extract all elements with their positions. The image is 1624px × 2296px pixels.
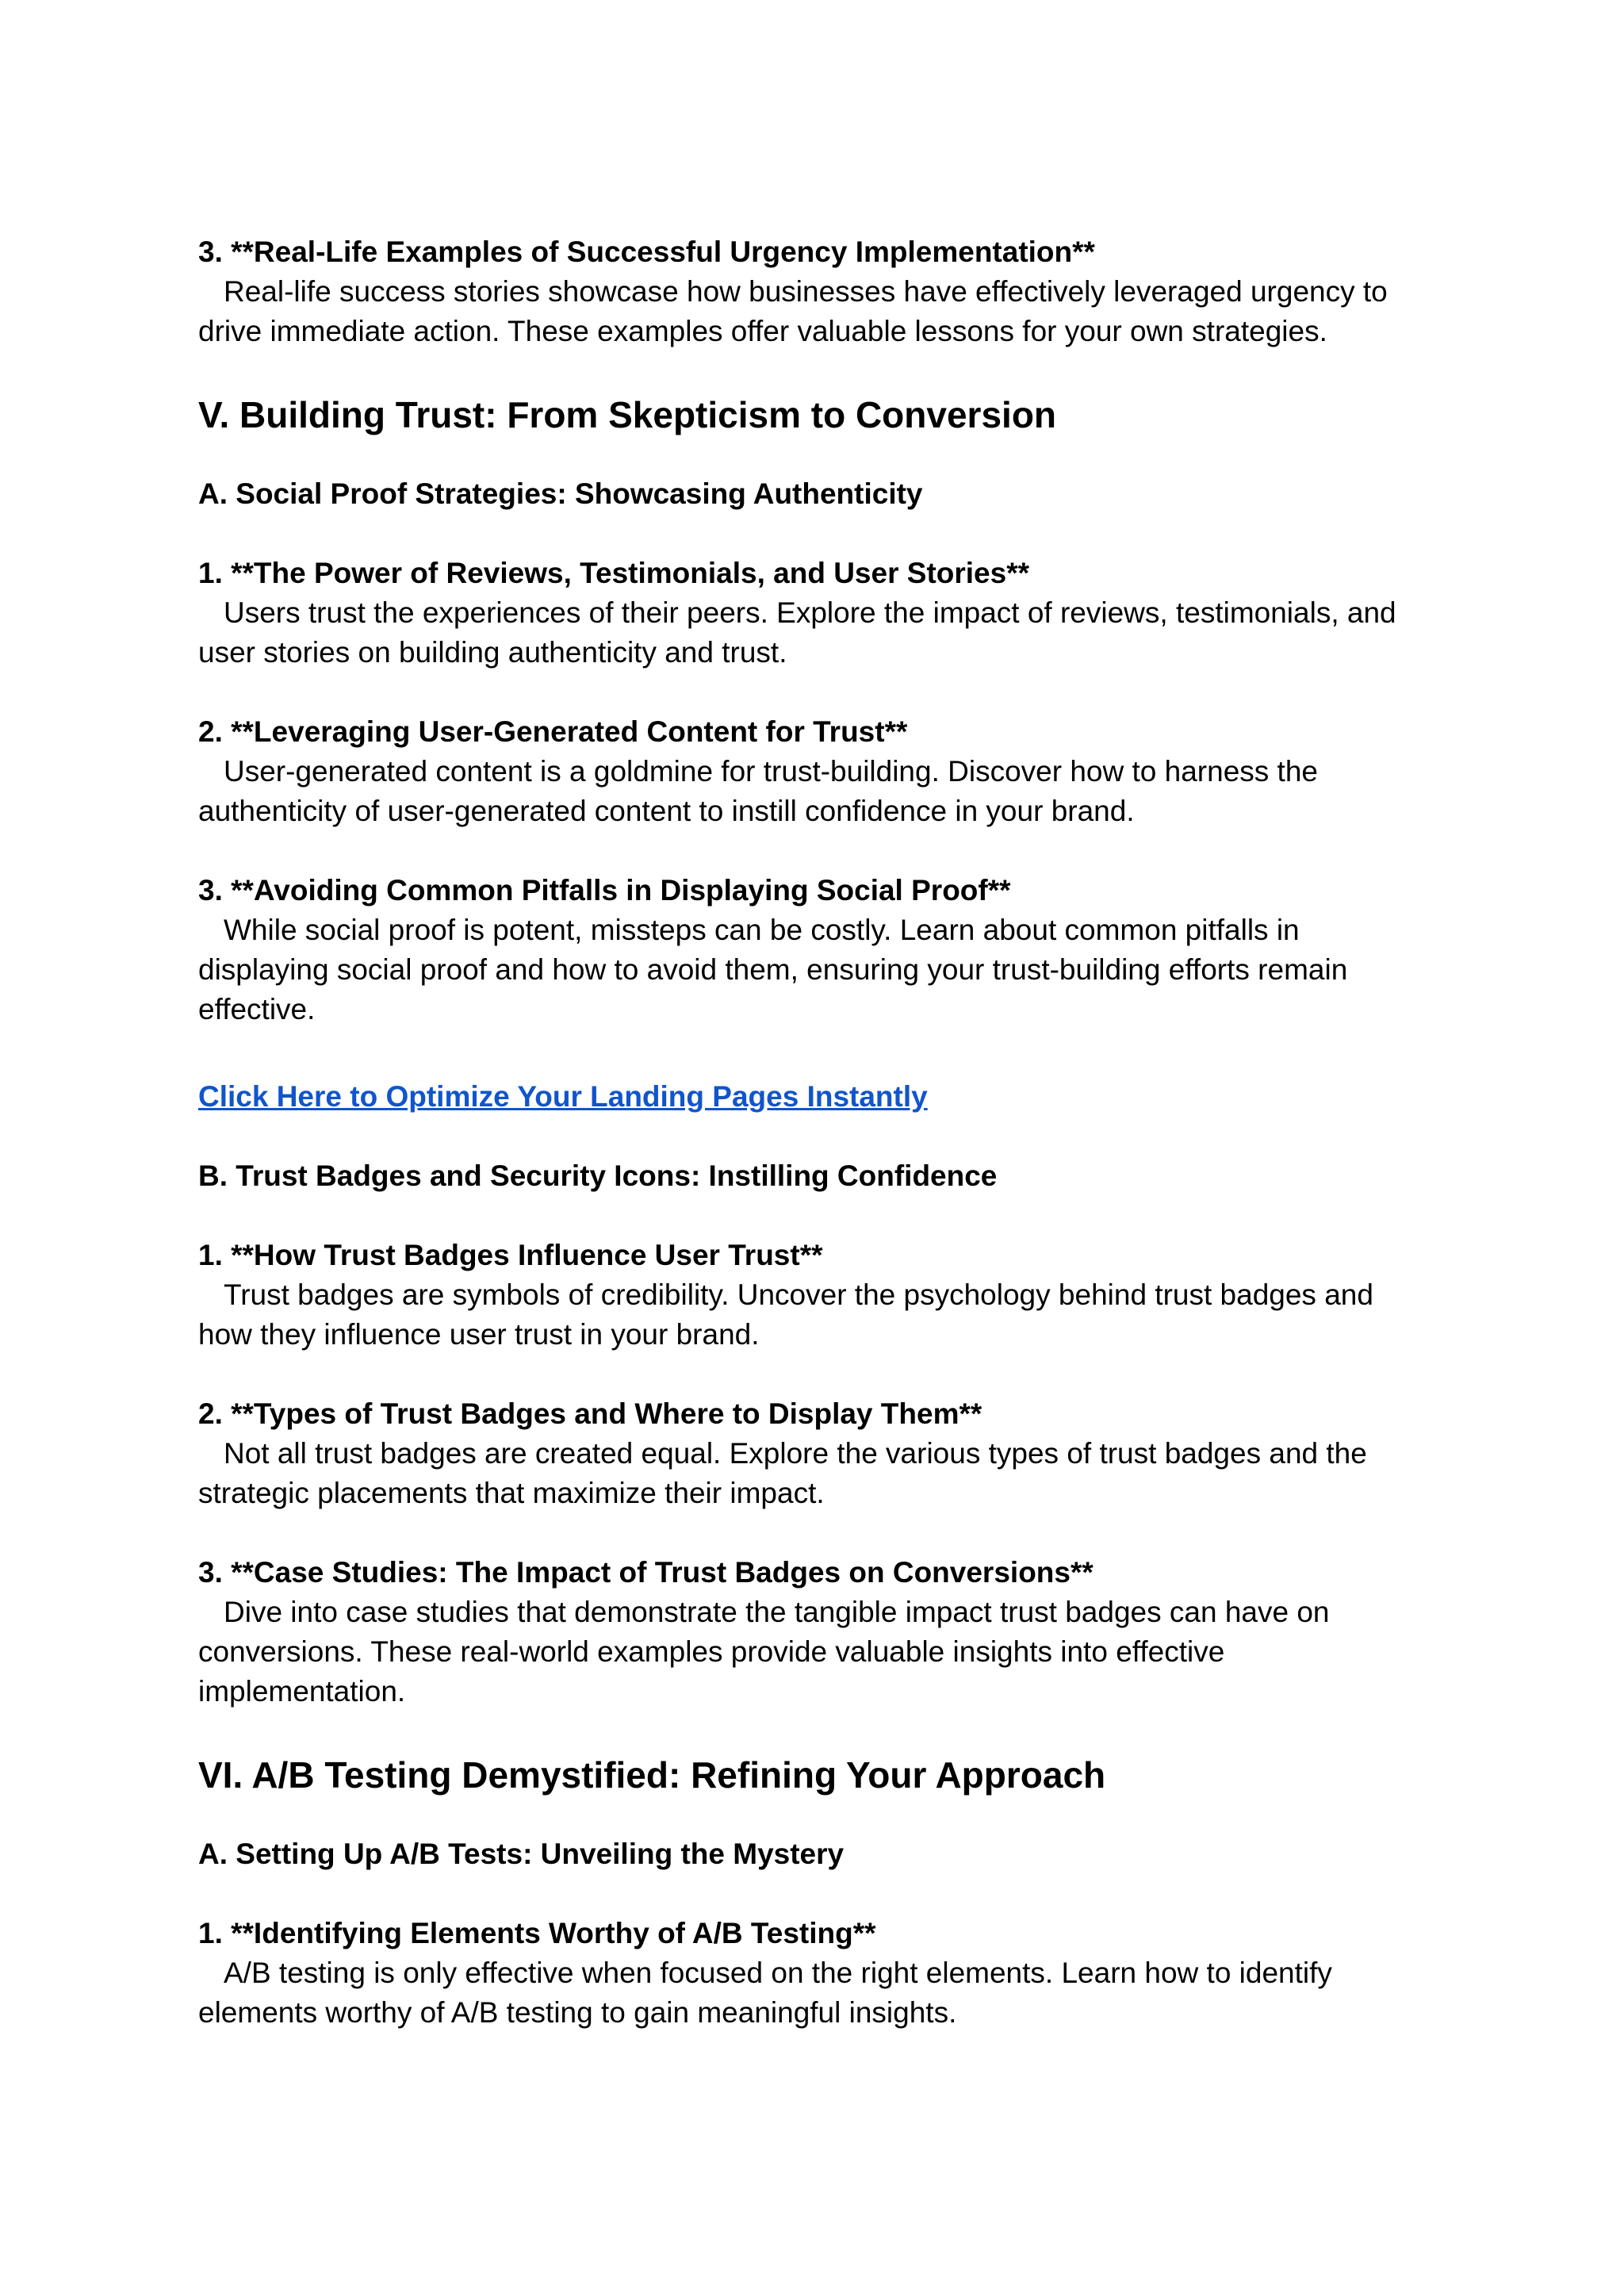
section-body-identifying-elements: A/B testing is only effective when focused on the right elements. Learn how to identify elements worthy of A/B testing to gain meaningful insights. xyxy=(198,1957,1332,2029)
section-title-user-generated-content: 2. **Leveraging User-Generated Content for Trust** xyxy=(198,715,908,748)
section-body-real-life-examples: Real-life success stories showcase how businesses have effectively leveraged urgency to drive immediate action. These examples offer valuable lessons for your own strategies. xyxy=(198,275,1388,347)
heading-building-trust: V. Building Trust: From Skepticism to Conversion xyxy=(198,394,1057,435)
heading-setting-up-ab-tests: A. Setting Up A/B Tests: Unveiling the Mystery xyxy=(198,1838,845,1870)
section-body-trust-badges-influence: Trust badges are symbols of credibility. Uncover the psychology behind trust badges and how they influence user trust in your brand. xyxy=(198,1278,1373,1351)
heading-social-proof-strategies: A. Social Proof Strategies: Showcasing Authenticity xyxy=(198,477,923,510)
section-title-types-of-badges: 2. **Types of Trust Badges and Where to Display Them** xyxy=(198,1397,982,1430)
section-body-types-of-badges: Not all trust badges are created equal. Explore the various types of trust badges and the strategic placements that maximize their impact. xyxy=(198,1437,1367,1509)
section-body-case-studies: Dive into case studies that demonstrate the tangible impact trust badges can have on conversions. These real-world examples provide valuable insights into effective implementation. xyxy=(198,1596,1330,1708)
section-title-reviews-testimonials: 1. **The Power of Reviews, Testimonials, and User Stories** xyxy=(198,557,1029,589)
section-body-user-generated-content: User-generated content is a goldmine for trust-building. Discover how to harness the authenticity of user-generated content to instill confidence in your brand. xyxy=(198,755,1318,827)
section-title-identifying-elements: 1. **Identifying Elements Worthy of A/B Testing** xyxy=(198,1917,876,1949)
section-body-avoiding-pitfalls: While social proof is potent, missteps can be costly. Learn about common pitfalls in displaying social proof and how to avoid them, ensuring your trust-building efforts remain effective. xyxy=(198,914,1348,1025)
section-title-avoiding-pitfalls: 3. **Avoiding Common Pitfalls in Displaying Social Proof** xyxy=(198,874,1011,907)
heading-trust-badges: B. Trust Badges and Security Icons: Instilling Confidence xyxy=(198,1159,998,1192)
heading-ab-testing: VI. A/B Testing Demystified: Refining Your Approach xyxy=(198,1754,1106,1796)
section-title-case-studies: 3. **Case Studies: The Impact of Trust Badges on Conversions** xyxy=(198,1556,1094,1589)
section-title-real-life-examples: 3. **Real-Life Examples of Successful Urgency Implementation** xyxy=(198,236,1095,268)
optimize-landing-pages-link[interactable]: Click Here to Optimize Your Landing Pages Instantly xyxy=(198,1080,928,1113)
section-body-reviews-testimonials: Users trust the experiences of their peers. Explore the impact of reviews, testimonials, and user stories on building authenticity and trust. xyxy=(198,596,1396,669)
section-title-trust-badges-influence: 1. **How Trust Badges Influence User Trust** xyxy=(198,1239,823,1271)
document-page xyxy=(198,232,1435,2033)
